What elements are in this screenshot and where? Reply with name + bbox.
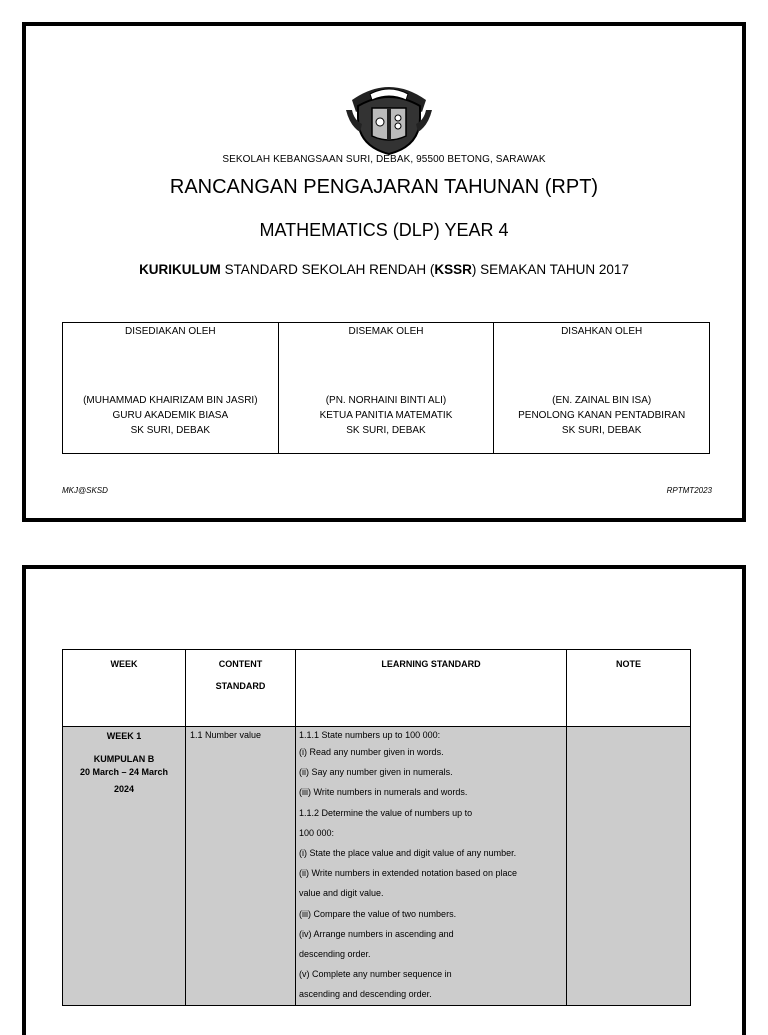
signatory-heading: DISAHKAN OLEH [561,326,643,337]
document-title: RANCANGAN PENGAJARAN TAHUNAN (RPT) [169,176,599,198]
signatory-role: GURU AKADEMIK BIASA [112,410,229,421]
learning-line: (iii) Write numbers in numerals and words. [299,787,468,798]
signatory-school: SK SURI, DEBAK [346,425,426,436]
footer-left: MKJ@SKSD [62,486,108,495]
signatory-reviewed [278,323,494,454]
signatory-name: (EN. ZAINAL BIN ISA) [552,395,652,406]
header-content-standard [186,650,296,727]
group-label: KUMPULAN B [93,754,155,764]
signatory-role: KETUA PANITIA MATEMATIK [319,410,453,421]
note-cell [567,727,691,1006]
plan-table [62,649,691,1006]
learning-standard-cell [296,727,567,1006]
content-standard-text: 1.1 Number value [190,730,262,740]
learning-line: (i) Read any number given in words. [299,747,444,757]
footer-right: RPTMT2023 [666,486,712,495]
signatory-school: SK SURI, DEBAK [561,425,642,436]
learning-line: (ii) Write numbers in extended notation based on place [299,868,517,879]
school-address: SEKOLAH KEBANGSAAN SURI, DEBAK, 95500 BETONG, SARAWAK [222,154,546,165]
learning-line: (ii) Say any number given in numerals. [299,767,453,778]
header-learning-standard [296,650,567,727]
signatory-school: SK SURI, DEBAK [130,425,211,436]
learning-line: 1.1.2 Determine the value of numbers up to [299,807,473,818]
learning-line: (i) State the place value and digit value of any number. [299,848,517,859]
header-note-label: NOTE [615,659,641,669]
learning-line: (v) Complete any number sequence in [299,969,452,980]
cover-page [22,22,746,522]
learning-line: (iv) Arrange numbers in ascending and [299,928,454,939]
curriculum-text-2: ) SEMAKAN TAHUN 2017 [471,262,629,277]
year-label: 2024 [113,784,135,794]
subject-title: MATHEMATICS (DLP) YEAR 4 [259,220,509,240]
learning-line: 100 000: [299,827,335,838]
signatory-name: (PN. NORHAINI BINTI ALI) [325,395,447,406]
learning-line: ascending and descending order. [299,989,432,1000]
learning-line: 1.1.1 State numbers up to 100 000: [299,730,441,740]
signature-table [62,322,710,454]
table-row [63,727,691,1006]
plan-page [22,565,746,1035]
signatory-heading: DISEMAK OLEH [348,326,424,337]
signatory-prepared [63,323,279,454]
header-week-label: WEEK [110,659,138,669]
signatory-role: PENOLONG KANAN PENTADBIRAN [518,410,686,421]
curriculum-word: KURIKULUM [139,262,221,277]
date-range: 20 March – 24 March [79,767,169,777]
header-content-label-2: STANDARD [215,681,266,691]
header-note [567,650,691,727]
header-content-label-1: CONTENT [218,659,263,669]
learning-line: value and digit value. [299,888,384,899]
kssr-abbrev: KSSR [434,262,472,277]
header-learning-label: LEARNING STANDARD [381,659,481,669]
learning-line: descending order. [299,949,371,960]
learning-line: (iii) Compare the value of two numbers. [299,908,457,919]
week-cell [63,727,186,1006]
school-crest-icon [344,70,434,156]
signatory-heading: DISEDIAKAN OLEH [125,326,216,337]
curriculum-text-1: STANDARD SEKOLAH RENDAH ( [220,262,435,277]
signatory-name: (MUHAMMAD KHAIRIZAM BIN JASRI) [83,395,258,406]
week-label: WEEK 1 [106,731,142,741]
header-week [63,650,186,727]
signatory-approved [494,323,710,454]
content-standard-cell [186,727,296,1006]
curriculum-title [26,262,742,277]
